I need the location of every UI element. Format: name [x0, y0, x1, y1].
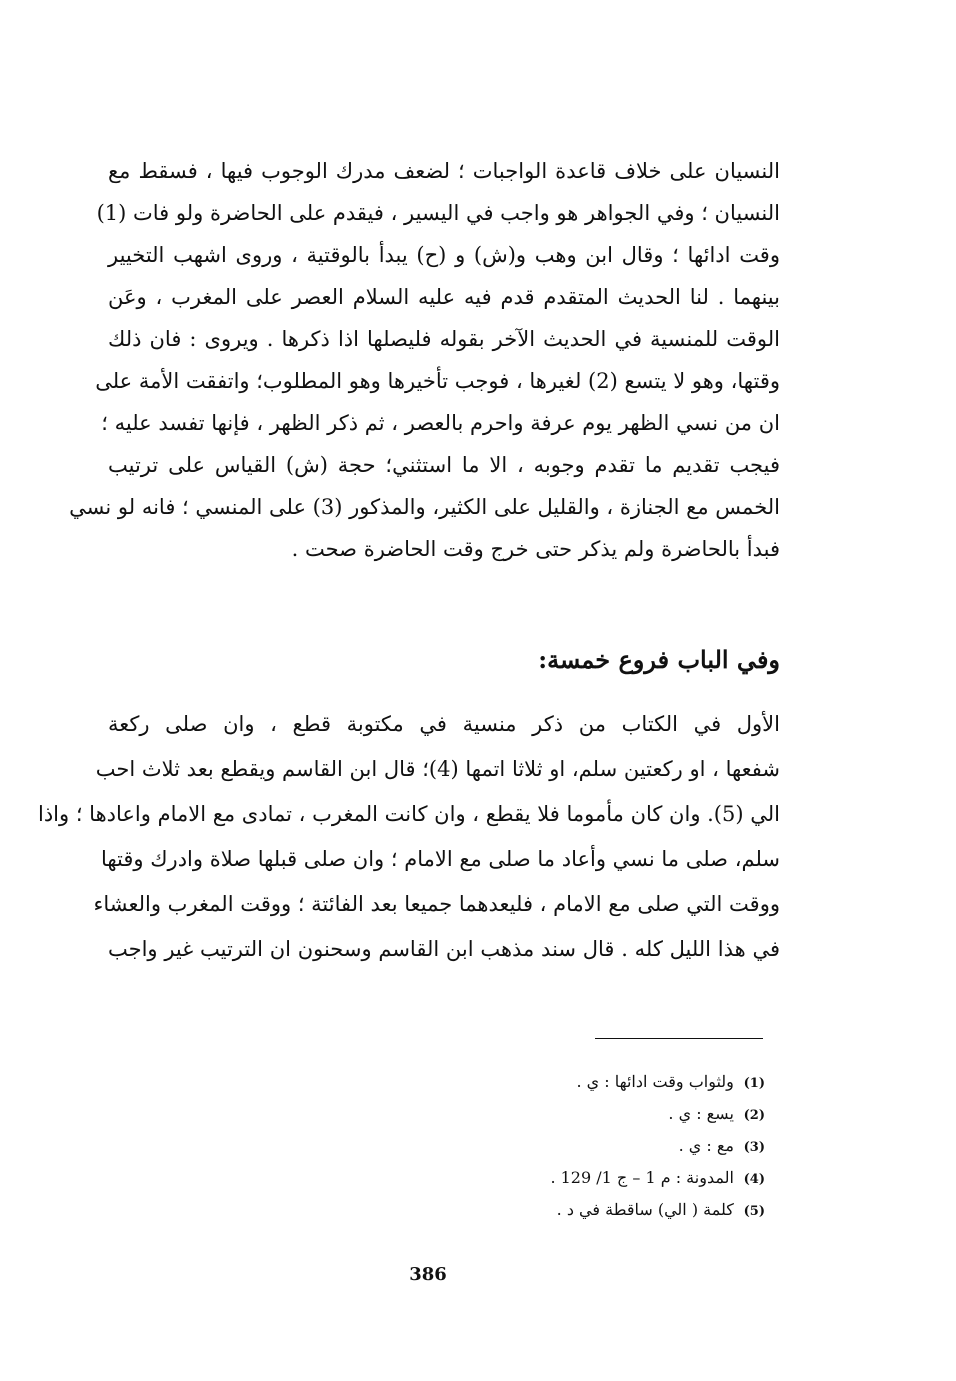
footnotes — [380, 1066, 765, 1226]
footnote-text: كلمة ( الي) ساقطة في د . — [556, 1200, 734, 1219]
footnote-number: (5) — [743, 1204, 765, 1219]
paragraph-line: سلم، صلى ما نسي وأعاد ما صلى مع الامام ؛ وان صلى قبلها صلاة وادرك وقتها — [100, 847, 780, 871]
footnote-text: مع : ي . — [678, 1136, 734, 1155]
footnote-number: (3) — [743, 1140, 765, 1155]
footnote-text: المدونة : م 1 – ج 1/ 129 . — [550, 1168, 734, 1187]
paragraph-line: فيجب تقديم ما تقدم وجوبه ، الا ما استثني؛ حجة (ش) القياس على ترتيب — [108, 453, 780, 477]
footnote-number: (2) — [743, 1108, 765, 1123]
paragraph-line: ان من نسي الظهر يوم عرفة واحرم بالعصر ، ثم ذكر الظهر ، فإنها تفسد عليه ؛ — [101, 411, 780, 435]
footnote-item — [380, 1066, 765, 1098]
paragraph-line: بينهما . لنا الحديث المتقدم قدم فيه عليه السلام العصر على المغرب ، وعَن — [108, 285, 780, 309]
paragraph-line: الأول في الكتاب من ذكر منسية في مكتوبة قطع ، وان صلى ركعة — [108, 712, 780, 736]
paragraph-line: فبدأ بالحاضرة ولم يذكر حتى خرج وقت الحاضرة صحت . — [291, 537, 780, 561]
paragraph-2 — [37, 702, 780, 972]
footnote-text: يسع : ي . — [668, 1104, 734, 1123]
paragraph-line: النسيان على خلاف قاعدة الواجبات ؛ لضعف مدرك الوجوب فيها ، فسقط مع — [108, 159, 780, 183]
paragraph-line: ووقت التي صلى مع الامام ، فليعدهما جميعا بعد الفائتة ؛ ووقت المغرب والعشاء — [93, 892, 780, 916]
paragraph-line: الخمس مع الجنازة ، والقليل على الكثير، والمذكور (3) على المنسي ؛ فانه لو نسي — [69, 495, 780, 519]
paragraph-1 — [69, 150, 780, 570]
paragraph-line: النسيان ؛ وفي الجواهر هو واجب في اليسير ، فيقدم على الحاضرة ولو فات (1) — [96, 201, 780, 225]
footnote-item — [380, 1130, 765, 1162]
paragraph-line: الوقت للمنسية في الحديث الآخر بقوله فليصلها اذا ذكرها . ويروى : فان ذلك — [108, 327, 780, 351]
footnote-item — [380, 1194, 765, 1226]
page-number: 386 — [409, 1264, 447, 1285]
section-heading: وفي الباب فروع خمسة: — [538, 645, 780, 674]
footnote-number: (1) — [743, 1076, 765, 1091]
paragraph-line: شفعها ، او ركعتين سلم، او ثلاثا اتمها (4)؛ قال ابن القاسم ويقطع بعد ثلاث احب — [95, 757, 780, 781]
paragraph-line: الي (5). وان كان مأموما فلا يقطع ، وان كانت المغرب ، تمادى مع الامام واعادها ؛ واذا — [37, 802, 780, 826]
paragraph-line: وقت ادائها ؛ وقال ابن وهب و(ش) و (ح) يبدأ بالوقتية ، وروى اشهب التخيير — [108, 243, 780, 267]
footnote-item — [380, 1162, 765, 1194]
footnote-item — [380, 1098, 765, 1130]
paragraph-line: في هذا الليل كله . قال سند مذهب ابن القاسم وسحنون ان الترتيب غير واجب — [108, 937, 780, 961]
footnote-divider — [595, 1038, 763, 1039]
footnote-text: ولثواب وقت ادائها : ي . — [576, 1072, 734, 1091]
footnote-number: (4) — [743, 1172, 765, 1187]
paragraph-line: وقتها، وهو لا يتسع (2) لغيرها ، فوجب تأخيرها وهو المطلوب؛ واتفقت الأمة على — [95, 369, 780, 393]
